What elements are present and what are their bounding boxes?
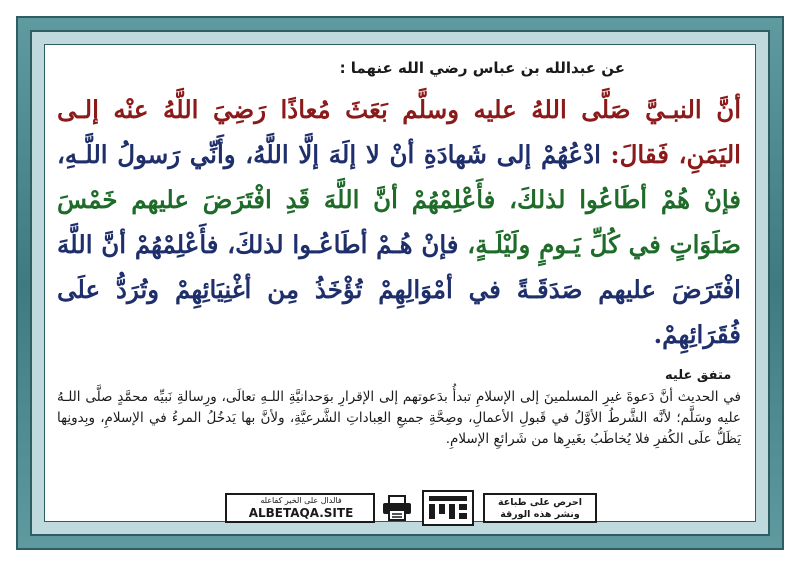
slogan-line-1: احرص على طباعة [497,497,583,508]
commentary-text: في الحديث أنَّ دَعوةَ غيرِ المسلمينَ إلى الإسلامِ تبدأُ بدَعوتهم إلى الإقرارِ بوَحدانيَّةِ اللـهِ تعالَى، ورِسالةِ نَبيِّه محمَّدٍ صلَّى اللـهُ عليه وسَلَّم؛ لأنَّه الشَّرطُ الأوَّلُ في قَبولِ الأعمالِ، وصِحَّةِ جميعِ العِباداتِ الشَّرعيَّةِ، ولأنَّ بها يَدخُلُ المرءُ في الإسلامِ، وبِدونِها يَظَلُّ علَى الكُفرِ فلا يُخاطَبُ بغَيرِها من شَرائعِ الإسلامِ. [57,389,741,447]
site-url[interactable]: ALBETAQA.SITE [248,506,354,520]
hadith-segment: أنَّ النبـيَّ صَلَّى اللهُ عليه وسلَّم بَعَثَ مُعاذًا رَضِيَ اللَّهُ عنْه إلـى اليَمَنِ، فَقالَ: [57,95,741,169]
hadith-segment: فإنْ هُـمْ أطَاعُـوا لذلكَ، فأَعْلِمْهُمْ أنَّ اللَّهَ افْتَرَضَ عليهم صَدَقَـةً في أمْوَالِهِمْ تُؤْخَذُ مِن أغْنِيَائِهِمْ وتُرَدُّ علَى فُقَرَائِهِمْ. [57,230,741,349]
slogan-text [487,497,593,521]
hadith-source: متفق عليه [665,368,732,383]
hadith-text [57,87,741,357]
site-tagline: فالدال على الخير كفاعله [260,496,342,505]
card-page [44,44,756,522]
hadith-segment: ادْعُهُمْ إلى شَهادَةِ أنْ لا إلَهَ إلَّا اللَّهُ، وأَنِّي رَسولُ اللَّـهِ، [57,140,601,169]
printer-icon [381,495,413,521]
slogan-line-2: ونشر هذه الورقة [500,509,580,520]
hadith-segment: فإنْ هُمْ أطَاعُوا لذلكَ، فأَعْلِمْهُمْ أنَّ اللَّهَ قَدِ افْتَرَضَ عليهم خَمْسَ صَلَوَاتٍ في كُلِّ يَـومٍ ولَيْلَـةٍ، [57,185,741,259]
narrator-line: عن عبدالله بن عباس رضي الله عنهما : [339,59,625,77]
site-box [225,493,375,523]
logo-icon [421,489,475,527]
slogan-box [483,493,597,523]
footer [225,493,597,527]
